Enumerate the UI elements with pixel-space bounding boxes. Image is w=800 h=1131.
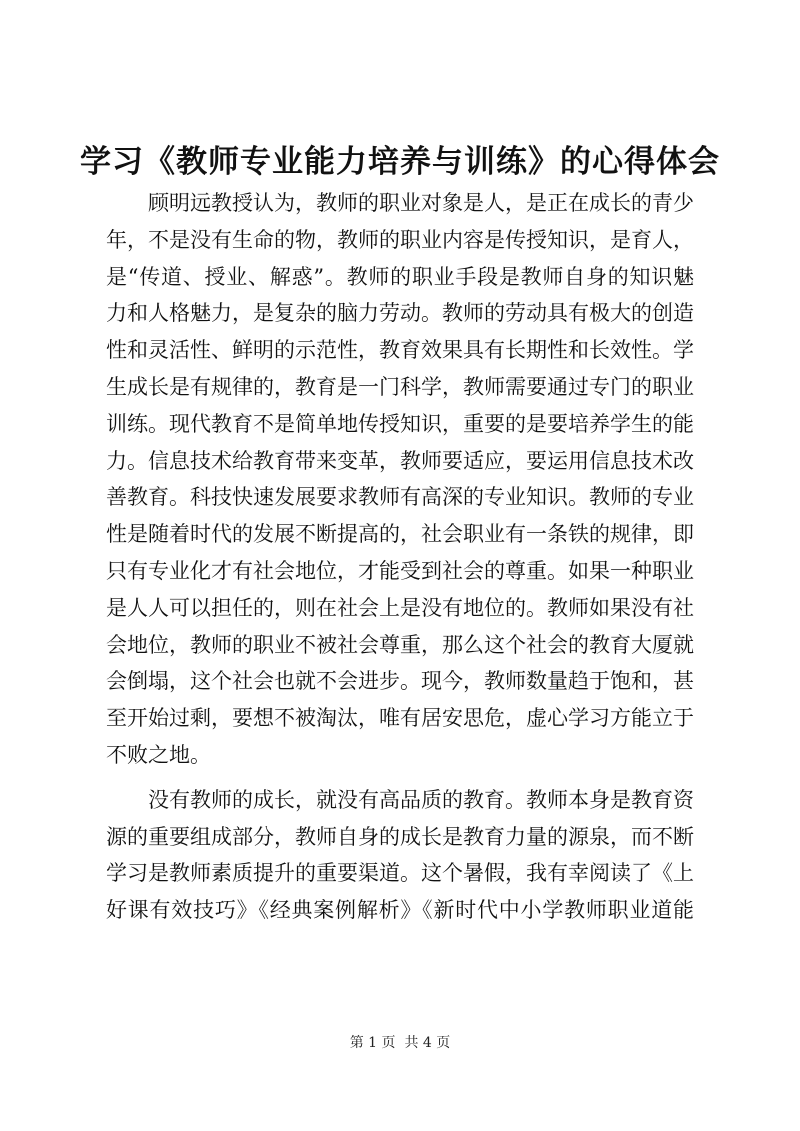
paragraph-line: 善教育。科技快速发展要求教师有高深的专业知识。教师的专业 xyxy=(106,485,694,510)
paragraph-line: 至开始过剩，要想不被淘汰，唯有居安思危，虚心学习方能立于 xyxy=(106,706,694,731)
paragraph-line: 训练。现代教育不是简单地传授知识，重要的是要培养学生的能 xyxy=(106,411,694,436)
paragraph-line: 性是随着时代的发展不断提高的，社会职业有一条铁的规律，即 xyxy=(106,522,694,547)
paragraph-1 xyxy=(106,185,694,774)
paragraph-line: 力和人格魅力，是复杂的脑力劳动。教师的劳动具有极大的创造 xyxy=(106,301,694,326)
document-title: 学习《教师专业能力培养与训练》的心得体会 xyxy=(80,144,720,180)
paragraph-line: 没有教师的成长，就没有高品质的教育。教师本身是教育资 xyxy=(148,787,694,812)
paragraph-line: 源的重要组成部分，教师自身的成长是教育力量的源泉，而不断 xyxy=(106,824,694,849)
page-footer: 第 1 页 共 4 页 xyxy=(349,1035,451,1051)
paragraph-line: 是人人可以担任的，则在社会上是没有地位的。教师如果没有社 xyxy=(106,595,694,620)
paragraph-line: 会地位，教师的职业不被社会尊重，那么这个社会的教育大厦就 xyxy=(106,632,694,657)
document-body xyxy=(106,185,694,929)
paragraph-spacing xyxy=(106,774,694,782)
paragraph-line: 好课有效技巧》《经典案例解析》《新时代中小学教师职业道能 xyxy=(106,898,694,923)
paragraph-line: 只有专业化才有社会地位，才能受到社会的尊重。如果一种职业 xyxy=(106,558,694,583)
paragraph-line: 力。信息技术给教育带来变革，教师要适应，要运用信息技术改 xyxy=(106,448,694,473)
paragraph-line: 不败之地。 xyxy=(106,742,211,767)
paragraph-line: 会倒塌，这个社会也就不会进步。现今，教师数量趋于饱和，甚 xyxy=(106,669,694,694)
paragraph-line: 是“传道、授业、解惑”。教师的职业手段是教师自身的知识魅 xyxy=(106,264,694,289)
paragraph-line: 顾明远教授认为，教师的职业对象是人，是正在成长的青少 xyxy=(148,191,694,215)
paragraph-line: 生成长是有规律的，教育是一门科学，教师需要通过专门的职业 xyxy=(106,374,694,399)
paragraph-2 xyxy=(106,782,694,929)
paragraph-line: 性和灵活性、鲜明的示范性，教育效果具有长期性和长效性。学 xyxy=(106,338,694,363)
paragraph-line: 学习是教师素质提升的重要渠道。这个暑假，我有幸阅读了《上 xyxy=(106,861,694,886)
paragraph-line: 年，不是没有生命的物，教师的职业内容是传授知识，是育人， xyxy=(106,227,694,252)
